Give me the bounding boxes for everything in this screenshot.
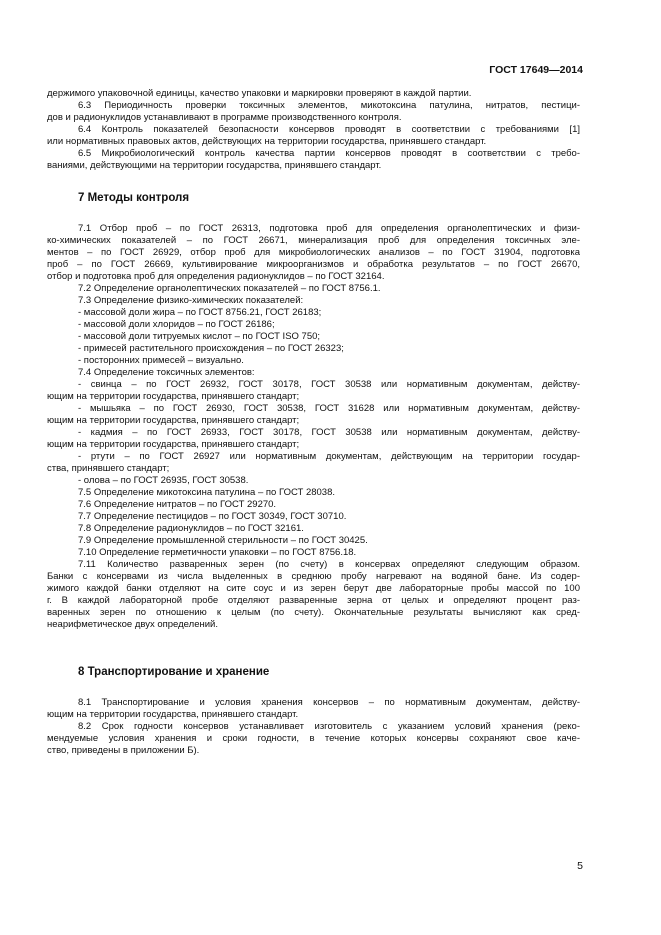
text-line: 6.4 Контроль показателей безопасности консервов проводят в соответствии с требованиями [1] bbox=[78, 124, 580, 135]
text-line: 6.3 Периодичность проверки токсичных элементов, микотоксина патулина, нитратов, пестици- bbox=[78, 100, 580, 111]
text-line: ко-химических показателей – по ГОСТ 26671, минерализация проб для определения токсичных эле- bbox=[47, 235, 580, 246]
text-line: ства, принявшего стандарт; bbox=[47, 463, 170, 474]
document-header: ГОСТ 17649—2014 bbox=[489, 64, 583, 76]
text-line: Банки с консервами из числа выделенных в среднюю пробу нагревают на водяной бане. Из содер- bbox=[47, 571, 580, 582]
text-line: 7.5 Определение микотоксина патулина – по ГОСТ 28038. bbox=[78, 487, 336, 498]
text-line: ющим на территории государства, принявшего стандарт; bbox=[47, 439, 300, 450]
text-line: ющим на территории государства, принявшего стандарт. bbox=[47, 709, 299, 720]
text-line: 7.9 Определение промышленной стерильности – по ГОСТ 30425. bbox=[78, 535, 368, 546]
text-line: 7.8 Определение радионуклидов – по ГОСТ 32161. bbox=[78, 523, 304, 534]
text-line: или нормативных правовых актов, действующих на территории государства, принявшего стандарт. bbox=[47, 136, 487, 147]
text-line: - посторонних примесей – визуально. bbox=[78, 355, 244, 366]
text-line: 7.7 Определение пестицидов – по ГОСТ 30349, ГОСТ 30710. bbox=[78, 511, 347, 522]
text-line: жимого каждой банки отделяют на сите соус и из зерен берут две лабораторные пробы массой по 100 bbox=[47, 583, 580, 594]
text-line: отбор и подготовка проб для определения радионуклидов – по ГОСТ 32164. bbox=[47, 271, 385, 282]
text-line: 7.6 Определение нитратов – по ГОСТ 29270. bbox=[78, 499, 277, 510]
text-line: ваниями, действующими на территории государства, принявшего стандарт. bbox=[47, 160, 382, 171]
text-line: - олова – по ГОСТ 26935, ГОСТ 30538. bbox=[78, 475, 249, 486]
section-8-heading: 8 Транспортирование и хранение bbox=[78, 666, 270, 678]
text-line: 8.1 Транспортирование и условия хранения консервов – по нормативным документам, действу- bbox=[78, 697, 580, 708]
section-7-heading: 7 Методы контроля bbox=[78, 192, 190, 204]
text-line: 6.5 Микробиологический контроль качества партии консервов проводят в соответствии с требо- bbox=[78, 148, 580, 159]
text-line: - массовой доли жира – по ГОСТ 8756.21, ГОСТ 26183; bbox=[78, 307, 322, 318]
text-line: варенных зерен по отношению к целым (по счету). Окончательные результаты вычисляют как сред- bbox=[47, 607, 580, 618]
text-line: ство, приведены в приложении Б). bbox=[47, 745, 200, 756]
text-line: 7.10 Определение герметичности упаковки – по ГОСТ 8756.18. bbox=[78, 547, 357, 558]
text-line: неарифметическое двух определений. bbox=[47, 619, 218, 630]
page-number: 5 bbox=[577, 860, 583, 872]
text-line: - массовой доли титруемых кислот – по ГОСТ ISO 750; bbox=[78, 331, 321, 342]
text-line: 7.3 Определение физико-химических показателей: bbox=[78, 295, 304, 306]
text-line: - свинца – по ГОСТ 26932, ГОСТ 30178, ГОСТ 30538 или нормативным документам, действу- bbox=[78, 379, 580, 390]
text-line: ющим на территории государства, принявшего стандарт; bbox=[47, 415, 300, 426]
text-line: - кадмия – по ГОСТ 26933, ГОСТ 30178, ГОСТ 30538 или нормативным документам, действу- bbox=[78, 427, 580, 438]
text-line: ющим на территории государства, принявшего стандарт; bbox=[47, 391, 300, 402]
text-line: - массовой доли хлоридов – по ГОСТ 26186; bbox=[78, 319, 275, 330]
text-line: 7.4 Определение токсичных элементов: bbox=[78, 367, 255, 378]
text-line: мендуемые условия хранения и сроки годности, в течение которых консервы сохраняют свое каче- bbox=[47, 733, 580, 744]
text-line: г. В каждой лабораторной пробе отделяют разваренные зерна от целых и определяют процент раз- bbox=[47, 595, 580, 606]
text-line: - примесей растительного происхождения – по ГОСТ 26323; bbox=[78, 343, 344, 354]
text-line: - ртути – по ГОСТ 26927 или нормативным документам, действующим на территории государ- bbox=[78, 451, 580, 462]
text-line: 7.11 Количество разваренных зерен (по счету) в консервах определяют следующим образом. bbox=[78, 559, 580, 570]
text-line: ментов – по ГОСТ 26929, отбор проб для микробиологических анализов – по ГОСТ 31904, подготовка bbox=[47, 247, 580, 258]
text-line: 8.2 Срок годности консервов устанавливает изготовитель с указанием условий хранения (реко- bbox=[78, 721, 580, 732]
text-line: проб – по ГОСТ 26669, культивирование микроорганизмов и обработка результатов – по ГОСТ 26670, bbox=[47, 259, 580, 270]
text-line: - мышьяка – по ГОСТ 26930, ГОСТ 30538, ГОСТ 31628 или нормативным документам, действу- bbox=[78, 403, 580, 414]
text-line: дов и радионуклидов устанавливают в программе производственного контроля. bbox=[47, 112, 402, 123]
text-line: 7.2 Определение органолептических показателей – по ГОСТ 8756.1. bbox=[78, 283, 381, 294]
text-line: держимого упаковочной единицы, качество упаковки и маркировки проверяют в каждой партии. bbox=[47, 88, 472, 99]
text-line: 7.1 Отбор проб – по ГОСТ 26313, подготовка проб для определения органолептических и физи- bbox=[78, 223, 580, 234]
